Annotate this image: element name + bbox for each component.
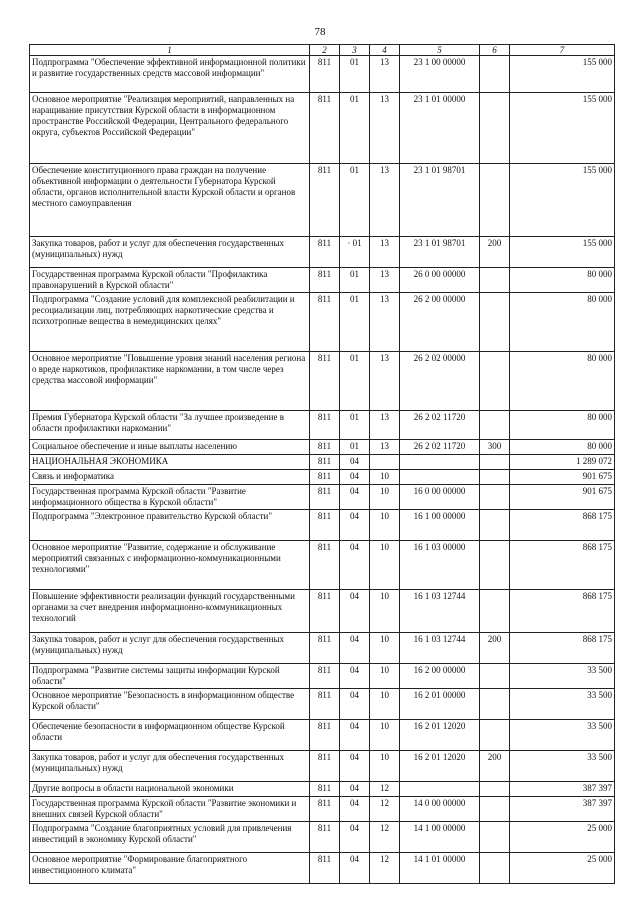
section-cell: 04 xyxy=(340,455,370,470)
section-cell: 01 xyxy=(340,56,370,93)
subsection-cell: 10 xyxy=(370,720,400,751)
expense-type-cell xyxy=(480,411,510,440)
ved-cell: 811 xyxy=(310,510,340,541)
subsection-cell: 10 xyxy=(370,510,400,541)
section-cell: 04 xyxy=(340,633,370,664)
expense-type-cell xyxy=(480,689,510,720)
subsection-cell: 10 xyxy=(370,590,400,633)
target-article-cell: 14 1 00 00000 xyxy=(400,822,480,853)
table-row xyxy=(30,751,615,782)
subsection-cell: 10 xyxy=(370,470,400,485)
row-name-cell: Государственная программа Курской области "Развитие экономики и внешних связей Курской области" xyxy=(30,797,310,822)
ved-cell: 811 xyxy=(310,485,340,510)
row-name-cell: Подпрограмма "Электронное правительство Курской области" xyxy=(30,510,310,541)
row-name-cell: Обеспечение безопасности в информационном обществе Курской области xyxy=(30,720,310,751)
ved-cell: 811 xyxy=(310,237,340,268)
sum-cell: 901 675 xyxy=(510,485,615,510)
expense-type-cell xyxy=(480,268,510,293)
section-cell: 04 xyxy=(340,485,370,510)
target-article-cell: 16 2 00 00000 xyxy=(400,664,480,689)
target-article-cell: 16 1 00 00000 xyxy=(400,510,480,541)
expense-type-cell: 300 xyxy=(480,440,510,455)
subsection-cell: 13 xyxy=(370,411,400,440)
ved-cell: 811 xyxy=(310,93,340,164)
row-name-cell: НАЦИОНАЛЬНАЯ ЭКОНОМИКА xyxy=(30,455,310,470)
subsection-cell: 13 xyxy=(370,293,400,352)
row-name-cell: Повышение эффективности реализации функций государственными органами за счет внедрения информационно-коммуникационных технологий xyxy=(30,590,310,633)
section-cell: 01 xyxy=(340,268,370,293)
target-article-cell: 23 1 01 98701 xyxy=(400,237,480,268)
row-name-cell: Закупка товаров, работ и услуг для обеспечения государственных (муниципальных) нужд xyxy=(30,237,310,268)
target-article-cell xyxy=(400,470,480,485)
target-article-cell: 14 0 00 00000 xyxy=(400,797,480,822)
row-name-cell: Основное мероприятие "Повышение уровня знаний населения региона о вреде наркотиков, профилактике наркомании, в том числе через средства массовой информации" xyxy=(30,352,310,411)
expense-type-cell xyxy=(480,720,510,751)
row-name-cell: Основное мероприятие "Безопасность в информационном обществе Курской области" xyxy=(30,689,310,720)
row-name-cell: Основное мероприятие "Реализация мероприятий, направленных на наращивание присутствия Курской области в информационном пространстве Российской Федерации, Центрального федерального округа, субъектов Российской Федерации" xyxy=(30,93,310,164)
section-cell: 01 xyxy=(340,293,370,352)
table-header xyxy=(30,45,615,56)
subsection-cell: 13 xyxy=(370,237,400,268)
table-row xyxy=(30,797,615,822)
header-cell: 4 xyxy=(370,45,400,56)
table-row xyxy=(30,720,615,751)
target-article-cell: 16 1 03 00000 xyxy=(400,541,480,590)
header-row xyxy=(30,45,615,56)
section-cell: · 01 xyxy=(340,237,370,268)
table-row xyxy=(30,411,615,440)
table-row xyxy=(30,485,615,510)
table-row xyxy=(30,541,615,590)
section-cell: 04 xyxy=(340,822,370,853)
expense-type-cell xyxy=(480,510,510,541)
sum-cell: 33 500 xyxy=(510,751,615,782)
sum-cell: 155 000 xyxy=(510,56,615,93)
header-cell: 2 xyxy=(310,45,340,56)
section-cell: 01 xyxy=(340,93,370,164)
table-row xyxy=(30,268,615,293)
sum-cell: 80 000 xyxy=(510,440,615,455)
section-cell: 04 xyxy=(340,797,370,822)
sum-cell: 387 397 xyxy=(510,797,615,822)
section-cell: 04 xyxy=(340,590,370,633)
table-row xyxy=(30,853,615,884)
header-cell: 7 xyxy=(510,45,615,56)
row-name-cell: Подпрограмма "Создание благоприятных условий для привлечения инвестиций в экономику Курской области" xyxy=(30,822,310,853)
section-cell: 04 xyxy=(340,782,370,797)
expense-type-cell xyxy=(480,93,510,164)
target-article-cell: 26 0 00 00000 xyxy=(400,268,480,293)
subsection-cell: 13 xyxy=(370,93,400,164)
section-cell: 01 xyxy=(340,440,370,455)
target-article-cell xyxy=(400,455,480,470)
subsection-cell: 10 xyxy=(370,485,400,510)
table-row xyxy=(30,689,615,720)
target-article-cell: 16 2 01 00000 xyxy=(400,689,480,720)
expense-type-cell xyxy=(480,56,510,93)
target-article-cell: 16 2 01 12020 xyxy=(400,720,480,751)
header-cell: 6 xyxy=(480,45,510,56)
sum-cell: 868 175 xyxy=(510,590,615,633)
subsection-cell: 13 xyxy=(370,352,400,411)
ved-cell: 811 xyxy=(310,689,340,720)
row-name-cell: Социальное обеспечение и иные выплаты населению xyxy=(30,440,310,455)
ved-cell: 811 xyxy=(310,664,340,689)
table-row xyxy=(30,164,615,237)
target-article-cell: 16 1 03 12744 xyxy=(400,590,480,633)
expense-type-cell xyxy=(480,293,510,352)
expense-type-cell xyxy=(480,797,510,822)
ved-cell: 811 xyxy=(310,56,340,93)
ved-cell: 811 xyxy=(310,293,340,352)
section-cell: 04 xyxy=(340,689,370,720)
ved-cell: 811 xyxy=(310,455,340,470)
target-article-cell: 16 2 01 12020 xyxy=(400,751,480,782)
ved-cell: 811 xyxy=(310,797,340,822)
sum-cell: 25 000 xyxy=(510,853,615,884)
ved-cell: 811 xyxy=(310,411,340,440)
row-name-cell: Государственная программа Курской области "Развитие информационного общества в Курской области" xyxy=(30,485,310,510)
row-name-cell: Другие вопросы в области национальной экономики xyxy=(30,782,310,797)
ved-cell: 811 xyxy=(310,164,340,237)
row-name-cell: Основное мероприятие "Развитие, содержание и обслуживание мероприятий связанных с информационно-коммуникационными технологиями" xyxy=(30,541,310,590)
row-name-cell: Подпрограмма "Создание условий для комплексной реабилитации и ресоциализации лиц, потребляющих наркотические средства и психотропные вещества в немедицинских целях" xyxy=(30,293,310,352)
expense-type-cell xyxy=(480,455,510,470)
expense-type-cell xyxy=(480,164,510,237)
section-cell: 01 xyxy=(340,352,370,411)
table-row xyxy=(30,510,615,541)
expense-type-cell xyxy=(480,782,510,797)
expense-type-cell: 200 xyxy=(480,237,510,268)
table-row xyxy=(30,633,615,664)
subsection-cell xyxy=(370,455,400,470)
section-cell: 04 xyxy=(340,541,370,590)
subsection-cell: 10 xyxy=(370,541,400,590)
row-name-cell: Подпрограмма "Развитие системы защиты информации Курской области" xyxy=(30,664,310,689)
expense-type-cell: 200 xyxy=(480,751,510,782)
section-cell: 04 xyxy=(340,510,370,541)
sum-cell: 80 000 xyxy=(510,293,615,352)
sum-cell: 33 500 xyxy=(510,720,615,751)
table-row xyxy=(30,56,615,93)
ved-cell: 811 xyxy=(310,633,340,664)
target-article-cell: 23 1 00 00000 xyxy=(400,56,480,93)
expense-type-cell xyxy=(480,541,510,590)
table-row xyxy=(30,470,615,485)
expense-type-cell: 200 xyxy=(480,633,510,664)
ved-cell: 811 xyxy=(310,590,340,633)
subsection-cell: 13 xyxy=(370,268,400,293)
row-name-cell: Обеспечение конституционного права граждан на получение объективной информации о деятельности Губернатора Курской области, органов исполнительной власти Курской области и органов местного самоуправления xyxy=(30,164,310,237)
target-article-cell: 26 2 02 00000 xyxy=(400,352,480,411)
subsection-cell: 13 xyxy=(370,440,400,455)
subsection-cell: 12 xyxy=(370,782,400,797)
sum-cell: 155 000 xyxy=(510,164,615,237)
ved-cell: 811 xyxy=(310,541,340,590)
subsection-cell: 13 xyxy=(370,164,400,237)
row-name-cell: Государственная программа Курской области "Профилактика правонарушений в Курской области" xyxy=(30,268,310,293)
row-name-cell: Основное мероприятие "Формирование благоприятного инвестиционного климата" xyxy=(30,853,310,884)
ved-cell: 811 xyxy=(310,782,340,797)
table-row xyxy=(30,822,615,853)
table-row xyxy=(30,352,615,411)
target-article-cell: 23 1 01 00000 xyxy=(400,93,480,164)
sum-cell: 80 000 xyxy=(510,411,615,440)
target-article-cell: 23 1 01 98701 xyxy=(400,164,480,237)
expense-type-cell xyxy=(480,853,510,884)
ved-cell: 811 xyxy=(310,822,340,853)
section-cell: 04 xyxy=(340,470,370,485)
subsection-cell: 10 xyxy=(370,751,400,782)
header-cell: 5 xyxy=(400,45,480,56)
ved-cell: 811 xyxy=(310,720,340,751)
target-article-cell: 16 0 00 00000 xyxy=(400,485,480,510)
sum-cell: 868 175 xyxy=(510,510,615,541)
subsection-cell: 12 xyxy=(370,853,400,884)
sum-cell: 1 289 072 xyxy=(510,455,615,470)
section-cell: 01 xyxy=(340,164,370,237)
row-name-cell: Премия Губернатора Курской области "За лучшее произведение в области профилактики наркомании" xyxy=(30,411,310,440)
page-number: 78 xyxy=(314,26,326,38)
table-row xyxy=(30,455,615,470)
row-name-cell: Закупка товаров, работ и услуг для обеспечения государственных (муниципальных) нужд xyxy=(30,751,310,782)
table-row xyxy=(30,237,615,268)
table-row xyxy=(30,93,615,164)
subsection-cell: 13 xyxy=(370,56,400,93)
table-body xyxy=(30,56,615,884)
sum-cell: 25 000 xyxy=(510,822,615,853)
sum-cell: 155 000 xyxy=(510,93,615,164)
target-article-cell: 14 1 01 00000 xyxy=(400,853,480,884)
target-article-cell: 26 2 02 11720 xyxy=(400,440,480,455)
expense-type-cell xyxy=(480,470,510,485)
table-row xyxy=(30,782,615,797)
section-cell: 01 xyxy=(340,411,370,440)
sum-cell: 33 500 xyxy=(510,689,615,720)
sum-cell: 868 175 xyxy=(510,541,615,590)
subsection-cell: 12 xyxy=(370,822,400,853)
section-cell: 04 xyxy=(340,751,370,782)
sum-cell: 155 000 xyxy=(510,237,615,268)
target-article-cell: 26 2 02 11720 xyxy=(400,411,480,440)
ved-cell: 811 xyxy=(310,470,340,485)
header-cell: 1 xyxy=(30,45,310,56)
table-row xyxy=(30,664,615,689)
ved-cell: 811 xyxy=(310,751,340,782)
target-article-cell xyxy=(400,782,480,797)
target-article-cell: 16 1 03 12744 xyxy=(400,633,480,664)
ved-cell: 811 xyxy=(310,440,340,455)
ved-cell: 811 xyxy=(310,853,340,884)
section-cell: 04 xyxy=(340,720,370,751)
sum-cell: 387 397 xyxy=(510,782,615,797)
table-row xyxy=(30,590,615,633)
expense-type-cell xyxy=(480,590,510,633)
ved-cell: 811 xyxy=(310,352,340,411)
section-cell: 04 xyxy=(340,853,370,884)
expense-type-cell xyxy=(480,664,510,689)
row-name-cell: Закупка товаров, работ и услуг для обеспечения государственных (муниципальных) нужд xyxy=(30,633,310,664)
subsection-cell: 10 xyxy=(370,633,400,664)
row-name-cell: Подпрограмма "Обеспечение эффективной информационной политики и развитие государственных средств массовой информации" xyxy=(30,56,310,93)
expense-type-cell xyxy=(480,352,510,411)
sum-cell: 80 000 xyxy=(510,268,615,293)
sum-cell: 33 500 xyxy=(510,664,615,689)
expense-type-cell xyxy=(480,485,510,510)
section-cell: 04 xyxy=(340,664,370,689)
ved-cell: 811 xyxy=(310,268,340,293)
expense-type-cell xyxy=(480,822,510,853)
subsection-cell: 10 xyxy=(370,664,400,689)
subsection-cell: 12 xyxy=(370,797,400,822)
sum-cell: 901 675 xyxy=(510,470,615,485)
sum-cell: 868 175 xyxy=(510,633,615,664)
table-row xyxy=(30,293,615,352)
subsection-cell: 10 xyxy=(370,689,400,720)
header-cell: 3 xyxy=(340,45,370,56)
target-article-cell: 26 2 00 00000 xyxy=(400,293,480,352)
row-name-cell: Связь и информатика xyxy=(30,470,310,485)
table-row xyxy=(30,440,615,455)
budget-table xyxy=(29,44,615,884)
sum-cell: 80 000 xyxy=(510,352,615,411)
